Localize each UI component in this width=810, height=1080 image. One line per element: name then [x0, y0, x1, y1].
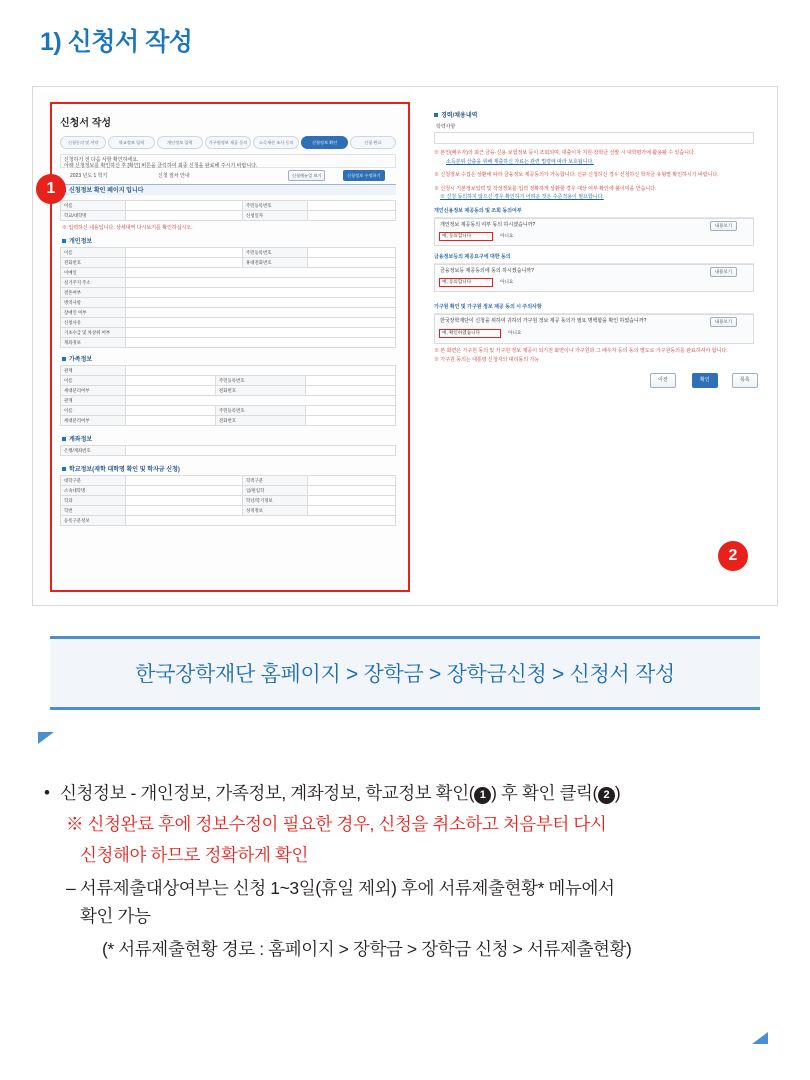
bullet1-prefix: 신청정보 - 개인정보, 가족정보, 계좌정보, 학교정보 확인(: [60, 783, 475, 803]
cell-label: 주민등록번호: [243, 248, 308, 258]
cell-label: 학적구분: [243, 476, 308, 486]
cell-label: 휴대전화번호: [243, 258, 308, 268]
cell-label: 성적정보: [243, 506, 308, 516]
consent-3-option-yes[interactable]: 예, 확인하였습니다: [442, 330, 481, 335]
screenshot-right-page: [420, 92, 772, 600]
warning-line-5[interactable]: ※ 신청 동의하지 않으신 경우 확인하기 어려운 것은 수준적용이 필요합니다.: [440, 194, 604, 200]
red-note-line-2: 신청해야 하므로 정확하게 확인: [80, 845, 308, 866]
bottom-note-2: ※ 가구원 동의는 대통령 신청자의 대리동의 가능: [434, 357, 540, 363]
screenshot-left-page: [38, 92, 410, 600]
dash-line-1: – 서류제출대상여부는 신청 1~3일(휴일 제외) 후에 서류제출현황* 메뉴에서: [66, 878, 615, 899]
section-family-title: 가족정보: [62, 354, 92, 363]
bullet-text: [60, 780, 620, 807]
bottom-note-1: ※ 본 화면은 가구원 동의 및 가구원 정보 제공이 되기전 화면이니 가구원과 그 배우자 등의 동의 별도로 가구원동의를 완료하셔야 합니다.: [434, 348, 728, 354]
section-career-title: 경력/채용내역: [434, 110, 477, 119]
edit-info-button[interactable]: 신청정보 수정하기: [343, 170, 385, 181]
warning-line-4: ※ 신청시 기본정보입력 및 작성정보를 입력 정확하게 상환할 경우 대상 여부 확인에 불이익을 받습니다.: [434, 186, 657, 192]
consent-3-question: 한국장학재단이 신청을 위하여 귀하의 가구원 정보 제공 동의가 필요 명백합을 확인 하였습니까?: [440, 318, 647, 324]
cell-label: 소속대학명: [61, 486, 126, 496]
cell-label: 세대분리여부: [61, 386, 126, 396]
guide-note: ※ 입력하신 내용입니다. 상세내역 다시보기를 확인하십시오.: [62, 225, 193, 231]
cell-label: 이름: [61, 201, 126, 211]
paren-line: (* 서류제출현황 경로 : 홈페이지 > 장학금 > 장학금 신청 > 서류제출현황): [102, 938, 632, 959]
marker-badge-1: 1: [36, 174, 66, 204]
mini-page-title: 신청서 작성: [60, 118, 112, 129]
cell-label: 학번: [61, 506, 126, 516]
cell-label: 이메일: [61, 268, 126, 278]
warning-line-3: ※ 신청정보 수집은 상환에 따라 금융정보 제공동의가 가능합니다. 신규 신청하신 경우 신청하신 학자금 유형별 확인하시기 바랍니다.: [434, 172, 719, 178]
marker-badge-2: 2: [718, 541, 748, 571]
cell-label: 입/편입학: [243, 486, 308, 496]
inline-marker-1: 1: [474, 787, 491, 804]
step-item[interactable]: 가구원정보 제공 동의: [205, 136, 251, 149]
screenshot-figure: [32, 86, 778, 606]
cell-label: 은행/계좌번호: [61, 446, 126, 456]
notice-line-2: 아래 신청정보를 확인하신 후 [확인] 버튼을 클릭하여 최종 신청을 완료해 주시기 바랍니다.: [64, 163, 258, 170]
dash-line-2: 확인 가능: [80, 905, 151, 926]
cell-label: 주민등록번호: [216, 406, 306, 416]
cell-label: 이름: [61, 376, 126, 386]
step-item[interactable]: 소득재산 조사 동의: [253, 136, 299, 149]
step-item[interactable]: 학교정보 입력: [108, 136, 154, 149]
consent-1-title: 개인신용정보 제공동의 및 조회 동의여부: [434, 208, 522, 214]
inline-marker-2: 2: [598, 787, 615, 804]
cell-label: 주민등록번호: [216, 376, 306, 386]
cell-label: 관계: [61, 396, 126, 406]
breadcrumb-band: [50, 636, 760, 710]
cell-label: 학과: [61, 496, 126, 506]
consent-1-option-no[interactable]: 아니요: [500, 233, 514, 238]
cell-label: 장애인 여부: [61, 308, 126, 318]
section-account-title: 계좌정보: [62, 434, 92, 443]
cell-label: 결혼여부: [61, 288, 126, 298]
bullet-item: [44, 780, 784, 807]
cell-label: 이름: [61, 248, 126, 258]
page-title: 1) 신청서 작성: [40, 28, 193, 56]
cell-label: 병역사항: [61, 298, 126, 308]
cell-label: 주민등록번호: [243, 201, 308, 211]
triangle-decoration-right: [752, 1032, 768, 1044]
consent-3-option-no[interactable]: 아니요: [508, 330, 522, 335]
cell-label: 신청사유: [61, 318, 126, 328]
step-item[interactable]: 신청동의 및 서약: [60, 136, 106, 149]
cell-label: 전화번호: [216, 416, 306, 426]
cell-label: 기초수급 및 차상위 여부: [61, 328, 126, 338]
cell-label: 학년/학기정보: [243, 496, 308, 506]
list-button[interactable]: 목록: [732, 373, 758, 388]
step-item[interactable]: 신청 완료: [350, 136, 396, 149]
mode-label: 신청 절차 안내: [158, 173, 190, 179]
section-school-title: 학교정보(재학 대학명 확인 및 학자금 신청): [62, 464, 180, 473]
consent-2-title: 금융정보등의 제공요구에 대한 동의: [434, 254, 511, 260]
highlight-box-1: [50, 102, 410, 592]
section-personal-title: 개인정보: [62, 236, 92, 245]
notice-line-1: 신청하기 전 다음 사항 확인하세요.: [64, 157, 139, 163]
consent-3-title: 가구원 확인 및 가구원 정보 제공 동의 시 주의사항: [434, 304, 542, 310]
cell-label: 신청일자: [243, 211, 308, 221]
explanation-block: [44, 780, 784, 963]
cell-label: 대학구분: [61, 476, 126, 486]
manual-button[interactable]: 신청메뉴얼 보기: [288, 170, 325, 181]
prev-button[interactable]: 이전: [650, 373, 676, 388]
breadcrumb: 한국장학재단 홈페이지 > 장학금 > 장학금신청 > 신청서 작성: [135, 663, 675, 686]
cell-label: 이름: [61, 406, 126, 416]
cell-label: 학교/대학명: [61, 211, 126, 221]
section-confirm-title: 신청정보 확인 페이지 입니다: [62, 185, 144, 194]
cell-label: 전화번호: [216, 386, 306, 396]
warning-line-2[interactable]: 소득분위 산출을 위해 제출하신 자료는 관련 법령에 따라 보호됩니다.: [446, 159, 594, 165]
warning-line-1: ※ 본인(배우자)의 최근 금융·신용·보험정보 등이 조회되며, 대출이자 지원·장학금 선발 시 대학평가에 활용될 수 있습니다.: [434, 150, 696, 156]
consent-2-option-yes[interactable]: 예, 동의합니다: [442, 279, 472, 284]
cell-label: 계좌정보: [61, 338, 126, 348]
cell-label: 전화번호: [61, 258, 126, 268]
field-input[interactable]: [434, 132, 754, 144]
consent-1-option-yes[interactable]: 예, 동의합니다: [442, 233, 472, 238]
cell-label: 세대분리여부: [61, 416, 126, 426]
step-item-active[interactable]: 신청정보 확인: [301, 136, 347, 149]
triangle-decoration-left: [38, 732, 54, 744]
red-note-line-1: ※ 신청완료 후에 정보수정이 필요한 경우, 신청을 취소하고 처음부터 다시: [66, 814, 607, 835]
consent-1-question: 개인정보 제공동의 여부 동의 하시겠습니까?: [440, 222, 536, 228]
step-item[interactable]: 개인정보 입력: [157, 136, 203, 149]
bullet1-mid: ) 후 확인 클릭(: [491, 783, 598, 803]
confirm-button[interactable]: 확인: [692, 373, 718, 388]
bullet1-suffix: ): [614, 783, 621, 803]
consent-2-view-button[interactable]: 내용보기: [710, 267, 737, 277]
consent-3-view-button[interactable]: 내용보기: [710, 317, 737, 327]
cell-label: 관계: [61, 366, 126, 376]
consent-2-question: 금융정보등 제공동의에 동의 하시겠습니까?: [440, 268, 534, 274]
consent-1-view-button[interactable]: 내용보기: [710, 221, 737, 231]
bullet-dot: •: [44, 783, 50, 802]
field-label: 학력사항: [436, 124, 456, 130]
cell-label: 실거주지 주소: [61, 278, 126, 288]
term-label: 2023 년도 1 학기: [70, 173, 108, 179]
consent-2-option-no[interactable]: 아니요: [500, 279, 514, 284]
cell-label: 등록구분정보: [61, 516, 126, 526]
